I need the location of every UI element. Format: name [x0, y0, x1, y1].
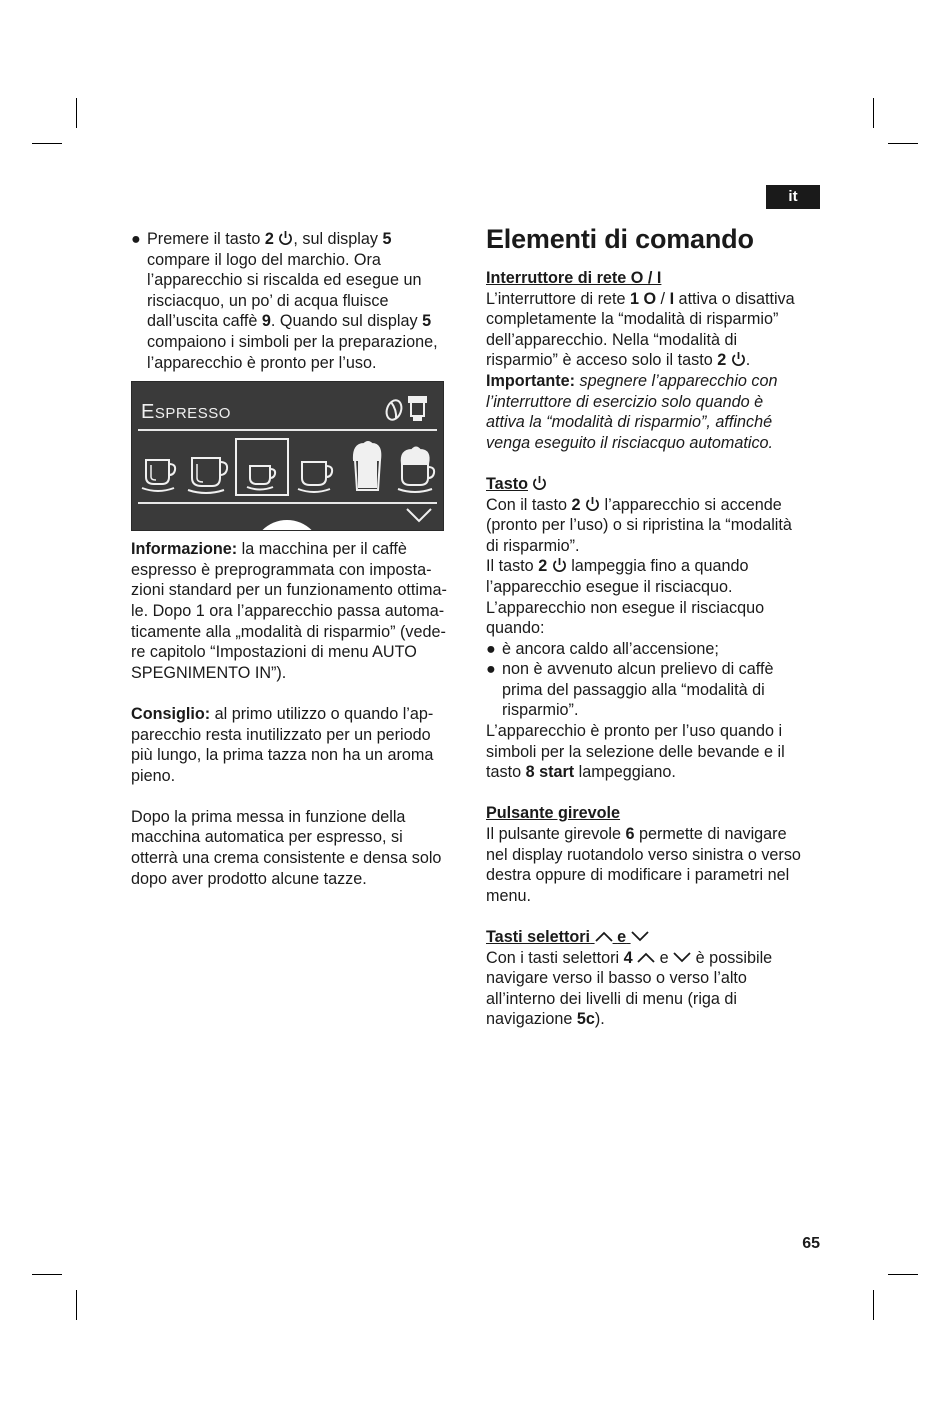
power-icon — [532, 475, 547, 491]
crop-mark — [76, 1290, 77, 1320]
section-heading: Pulsante girevole — [486, 804, 621, 823]
double-cup-icon — [142, 460, 175, 491]
display-illustration — [131, 381, 444, 531]
section-heading: Tasti selettori e — [486, 927, 826, 948]
large-double-cup-icon — [188, 458, 227, 493]
text-line: Informazione: la macchina per il caffè — [131, 540, 407, 559]
crop-mark — [888, 143, 918, 144]
text-line: menu. — [486, 886, 531, 905]
list-item: ● non è avvenuto alcun prelievo di caffè prima del passaggio alla “modalità di risparmio”. — [486, 660, 774, 720]
power-icon — [731, 351, 746, 367]
text-line: compare il logo del marchio. Ora — [147, 250, 381, 269]
rotary-knob-section — [486, 803, 826, 906]
crop-mark — [76, 98, 77, 128]
chevron-up-icon — [595, 927, 613, 948]
text-line: attiva la “modalità di risparmio”, affinché — [486, 413, 773, 432]
text-line: zioni standard per un funzionamento ottima- — [131, 581, 447, 600]
chevron-up-icon — [637, 948, 655, 969]
text-line: L’apparecchio è pronto per l’uso quando i — [486, 722, 783, 741]
text-line: simboli per la selezione delle bevande e il — [486, 742, 785, 761]
mains-switch-section — [486, 268, 826, 453]
text-line: Con i tasti selettori 4 e è possibile — [486, 948, 773, 967]
display-divider — [138, 502, 437, 504]
power-icon — [278, 230, 293, 246]
power-key-section — [486, 474, 826, 783]
left-column — [131, 229, 466, 889]
text-line: macchina automatica per espresso, si — [131, 828, 403, 847]
display-title: ESPRESSO — [141, 401, 231, 424]
text-line: navigazione 5c). — [486, 1010, 605, 1029]
intro-bullet — [131, 229, 466, 373]
text-line: Consiglio: al primo utilizzo o quando l’ap- — [131, 704, 434, 723]
crop-mark — [873, 98, 874, 128]
text-line: l’interruttore di esercizio solo quando è — [486, 392, 764, 411]
crop-mark — [32, 143, 62, 144]
coffee-cup-icon — [298, 462, 332, 492]
selector-keys-section — [486, 927, 826, 1030]
text-line: re capitolo “Impostazioni di menu AUTO — [131, 643, 417, 662]
text-line: dopo aver prodotto alcune tazze. — [131, 869, 367, 888]
text-line: ticamente alla „modalità di risparmio” (vede- — [131, 622, 446, 641]
text-line: nel display ruotandolo verso sinistra o verso — [486, 845, 801, 864]
text-line: l’apparecchio si riscalda ed esegue un — [147, 271, 422, 290]
text-line: risciacquo, un po’ di acqua fluisce — [147, 291, 389, 310]
info-paragraph — [131, 539, 466, 683]
text-line: compaiono i simboli per la preparazione, — [147, 332, 438, 351]
text-line: più lungo, la prima tazza non ha un aroma — [131, 746, 434, 765]
language-tab: it — [766, 185, 820, 209]
text-line: all’interno dei livelli di menu (riga di — [486, 989, 738, 1008]
crop-mark — [873, 1290, 874, 1320]
selection-frame — [235, 438, 289, 496]
text-line: otterrà una crema consistente e densa solo — [131, 849, 442, 868]
latte-macchiato-icon — [354, 442, 380, 490]
section-heading: Interruttore di rete O / I — [486, 269, 662, 287]
crop-mark — [32, 1274, 62, 1275]
chevron-down-icon — [407, 509, 431, 521]
power-icon — [585, 496, 600, 512]
text-line: SPEGNIMENTO IN”). — [131, 663, 287, 682]
text-line: Con il tasto 2 l’apparecchio si accende — [486, 495, 782, 514]
bullet-dot: ● — [131, 230, 141, 248]
text-line: L’apparecchio non esegue il risciacquo — [486, 598, 765, 617]
tip-paragraph — [131, 704, 466, 786]
power-icon — [552, 557, 567, 573]
text-line: Il pulsante girevole 6 permette di navigare — [486, 825, 787, 844]
chevron-down-icon — [631, 927, 649, 948]
text-line: (pronto per l’uso) o si ripristina la “modalità — [486, 516, 792, 535]
text-line: parecchio resta inutilizzato per un periodo — [131, 725, 431, 744]
page-number: 65 — [802, 1235, 820, 1252]
section-title: Elementi di comando — [486, 224, 754, 254]
text-line: completamente la “modalità di risparmio” — [486, 310, 779, 329]
text-line: tasto 8 start lampeggiano. — [486, 763, 676, 782]
text-line: Premere il tasto 2 , sul display 5 — [147, 230, 392, 248]
text-line: Importante: spegnere l’apparecchio con — [486, 371, 778, 390]
chevron-down-icon — [673, 948, 691, 969]
text-line: l’apparecchio è pronto per l’uso. — [147, 353, 377, 372]
crop-mark — [888, 1274, 918, 1275]
text-line: pieno. — [131, 766, 176, 785]
text-line: Il tasto 2 lampeggia fino a quando — [486, 557, 749, 576]
text-line: destra oppure di modificare i parametri nel — [486, 866, 790, 885]
text-line: navigare verso il basso o verso l’alto — [486, 969, 747, 988]
text-line: espresso è preprogrammata con imposta- — [131, 560, 432, 579]
bean-container-icon — [409, 397, 426, 420]
text-line: venga eseguito il risciacquo automatico. — [486, 433, 774, 452]
text-line: dall’uscita caffè 9. Quando sul display 5 — [147, 312, 432, 331]
text-line: dell’apparecchio. Nella “modalità di — [486, 330, 738, 349]
text-line: le. Dopo 1 ora l’apparecchio passa automa- — [131, 601, 445, 620]
text-line: L’interruttore di rete 1 O / I attiva o disattiva — [486, 289, 795, 308]
list-item: ● è ancora caldo all’accensione; — [486, 639, 719, 658]
text-line: l’apparecchio esegue il risciacquo. — [486, 577, 733, 596]
section-heading: Tasto — [486, 474, 826, 495]
cappuccino-icon — [398, 448, 434, 493]
text-line: quando: — [486, 619, 545, 638]
right-column — [486, 222, 826, 1030]
text-line: Dopo la prima messa in funzione della — [131, 807, 406, 826]
text-line: di risparmio”. — [486, 536, 580, 555]
display-divider — [138, 429, 437, 431]
coffee-bean-icon — [384, 398, 404, 422]
text-line: risparmio” è acceso solo il tasto 2 . — [486, 351, 751, 370]
after-paragraph — [131, 807, 466, 889]
